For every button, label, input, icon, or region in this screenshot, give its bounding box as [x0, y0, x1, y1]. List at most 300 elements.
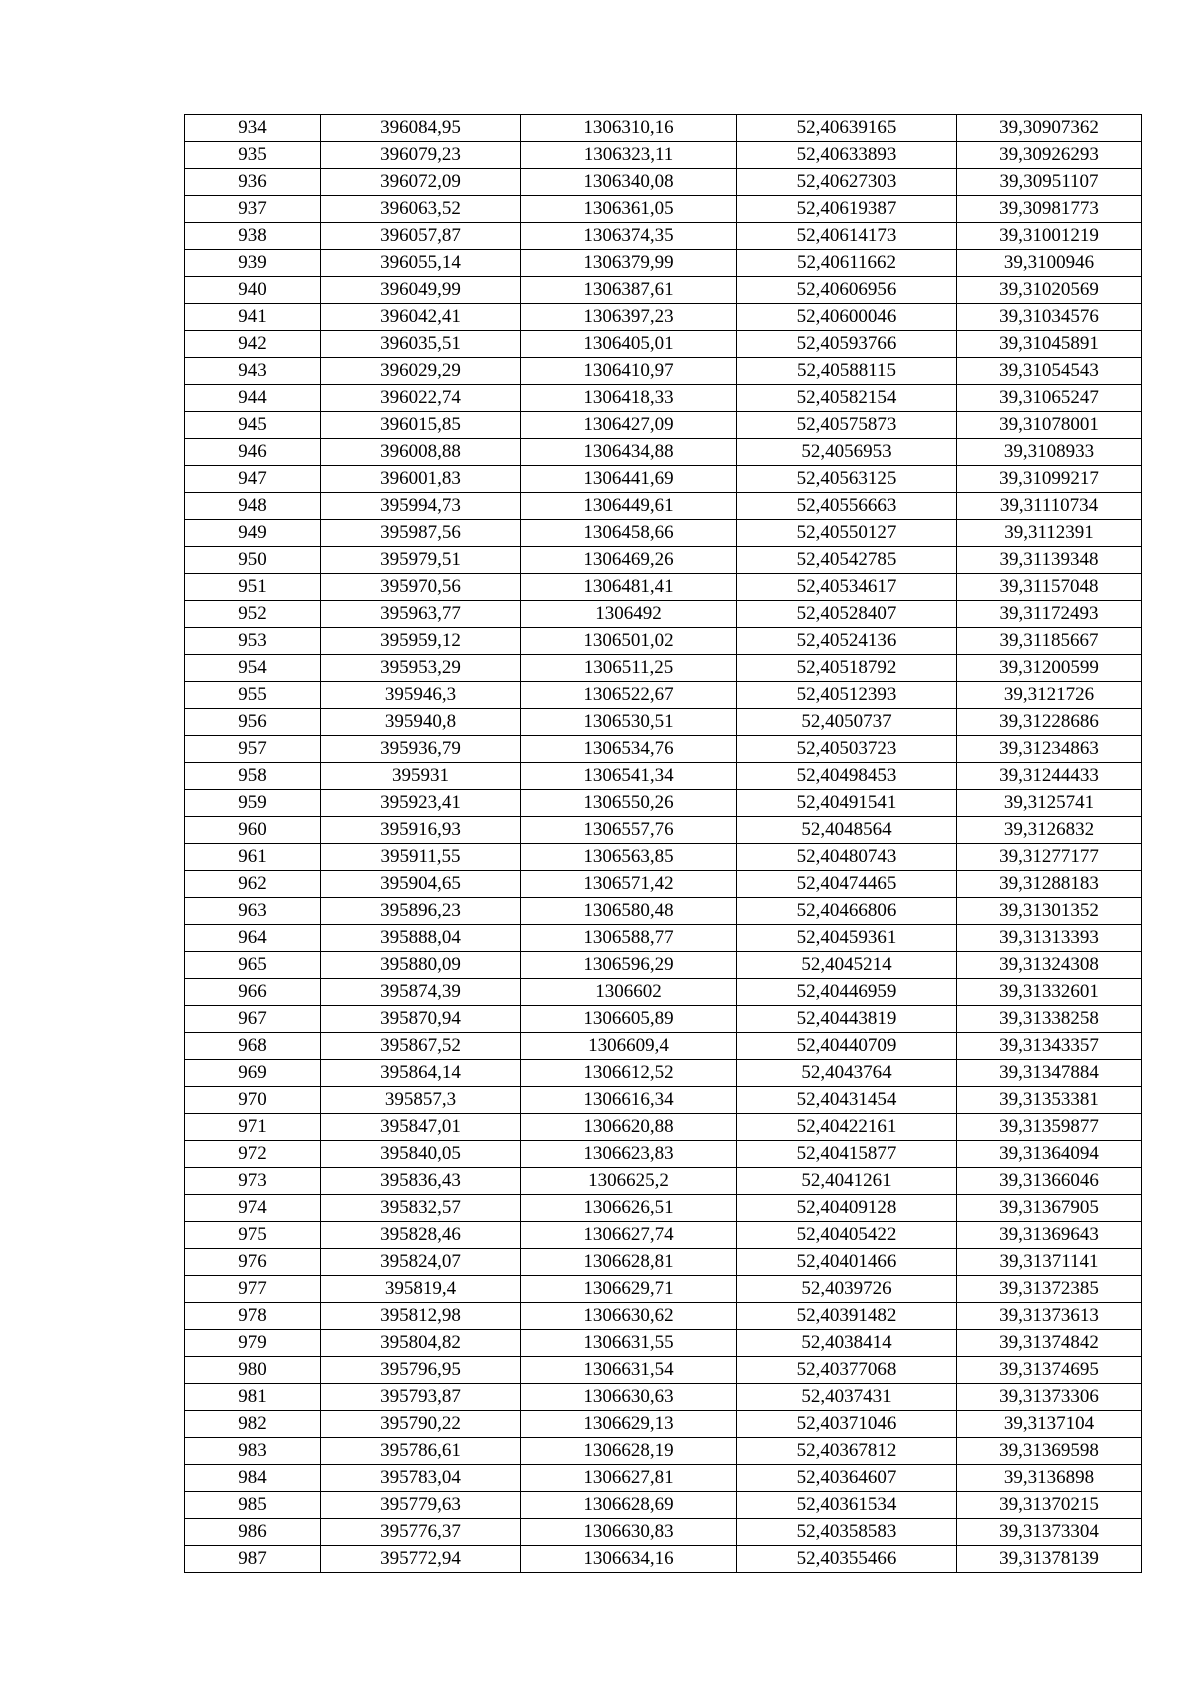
longitude-cell: 39,31347884: [957, 1060, 1142, 1087]
x-coordinate-cell: 395836,43: [321, 1168, 521, 1195]
point-number-cell: 973: [185, 1168, 321, 1195]
point-number-cell: 984: [185, 1465, 321, 1492]
y-coordinate-cell: 1306522,67: [521, 682, 737, 709]
y-coordinate-cell: 1306580,48: [521, 898, 737, 925]
table-row: [185, 1546, 1142, 1573]
point-number-cell: 942: [185, 331, 321, 358]
table-row: [185, 115, 1142, 142]
point-number-cell: 944: [185, 385, 321, 412]
table-row: [185, 763, 1142, 790]
y-coordinate-cell: 1306550,26: [521, 790, 737, 817]
longitude-cell: 39,30981773: [957, 196, 1142, 223]
latitude-cell: 52,40391482: [737, 1303, 957, 1330]
latitude-cell: 52,40491541: [737, 790, 957, 817]
longitude-cell: 39,3108933: [957, 439, 1142, 466]
y-coordinate-cell: 1306427,09: [521, 412, 737, 439]
y-coordinate-cell: 1306625,2: [521, 1168, 737, 1195]
point-number-cell: 972: [185, 1141, 321, 1168]
latitude-cell: 52,40364607: [737, 1465, 957, 1492]
table-row: [185, 223, 1142, 250]
x-coordinate-cell: 395772,94: [321, 1546, 521, 1573]
x-coordinate-cell: 396022,74: [321, 385, 521, 412]
y-coordinate-cell: 1306340,08: [521, 169, 737, 196]
latitude-cell: 52,40542785: [737, 547, 957, 574]
latitude-cell: 52,40422161: [737, 1114, 957, 1141]
longitude-cell: 39,30907362: [957, 115, 1142, 142]
y-coordinate-cell: 1306397,23: [521, 304, 737, 331]
latitude-cell: 52,40563125: [737, 466, 957, 493]
y-coordinate-cell: 1306627,74: [521, 1222, 737, 1249]
table-row: [185, 1222, 1142, 1249]
x-coordinate-cell: 395847,01: [321, 1114, 521, 1141]
x-coordinate-cell: 395790,22: [321, 1411, 521, 1438]
point-number-cell: 978: [185, 1303, 321, 1330]
longitude-cell: 39,3125741: [957, 790, 1142, 817]
y-coordinate-cell: 1306501,02: [521, 628, 737, 655]
table-row: [185, 1357, 1142, 1384]
longitude-cell: 39,31378139: [957, 1546, 1142, 1573]
longitude-cell: 39,31078001: [957, 412, 1142, 439]
point-number-cell: 947: [185, 466, 321, 493]
latitude-cell: 52,40593766: [737, 331, 957, 358]
latitude-cell: 52,40633893: [737, 142, 957, 169]
longitude-cell: 39,31372385: [957, 1276, 1142, 1303]
longitude-cell: 39,31244433: [957, 763, 1142, 790]
latitude-cell: 52,4043764: [737, 1060, 957, 1087]
y-coordinate-cell: 1306629,71: [521, 1276, 737, 1303]
point-number-cell: 956: [185, 709, 321, 736]
longitude-cell: 39,31313393: [957, 925, 1142, 952]
x-coordinate-cell: 395946,3: [321, 682, 521, 709]
x-coordinate-cell: 395987,56: [321, 520, 521, 547]
longitude-cell: 39,31110734: [957, 493, 1142, 520]
y-coordinate-cell: 1306620,88: [521, 1114, 737, 1141]
table-row: [185, 1438, 1142, 1465]
x-coordinate-cell: 395867,52: [321, 1033, 521, 1060]
table-row: [185, 1006, 1142, 1033]
point-number-cell: 958: [185, 763, 321, 790]
table-row: [185, 817, 1142, 844]
y-coordinate-cell: 1306418,33: [521, 385, 737, 412]
latitude-cell: 52,40600046: [737, 304, 957, 331]
latitude-cell: 52,40619387: [737, 196, 957, 223]
longitude-cell: 39,31338258: [957, 1006, 1142, 1033]
longitude-cell: 39,31373306: [957, 1384, 1142, 1411]
table-row: [185, 628, 1142, 655]
y-coordinate-cell: 1306630,83: [521, 1519, 737, 1546]
longitude-cell: 39,31001219: [957, 223, 1142, 250]
latitude-cell: 52,40431454: [737, 1087, 957, 1114]
table-row: [185, 790, 1142, 817]
y-coordinate-cell: 1306623,83: [521, 1141, 737, 1168]
longitude-cell: 39,31200599: [957, 655, 1142, 682]
x-coordinate-cell: 396057,87: [321, 223, 521, 250]
point-number-cell: 987: [185, 1546, 321, 1573]
point-number-cell: 975: [185, 1222, 321, 1249]
longitude-cell: 39,31099217: [957, 466, 1142, 493]
y-coordinate-cell: 1306628,19: [521, 1438, 737, 1465]
table-row: [185, 358, 1142, 385]
point-number-cell: 949: [185, 520, 321, 547]
latitude-cell: 52,40367812: [737, 1438, 957, 1465]
x-coordinate-cell: 395874,39: [321, 979, 521, 1006]
table-row: [185, 493, 1142, 520]
y-coordinate-cell: 1306511,25: [521, 655, 737, 682]
point-number-cell: 955: [185, 682, 321, 709]
point-number-cell: 941: [185, 304, 321, 331]
point-number-cell: 945: [185, 412, 321, 439]
longitude-cell: 39,3112391: [957, 520, 1142, 547]
latitude-cell: 52,40480743: [737, 844, 957, 871]
table-row: [185, 1519, 1142, 1546]
table-row: [185, 682, 1142, 709]
longitude-cell: 39,31324308: [957, 952, 1142, 979]
point-number-cell: 946: [185, 439, 321, 466]
longitude-cell: 39,31373304: [957, 1519, 1142, 1546]
latitude-cell: 52,40512393: [737, 682, 957, 709]
latitude-cell: 52,4037431: [737, 1384, 957, 1411]
latitude-cell: 52,4056953: [737, 439, 957, 466]
latitude-cell: 52,40606956: [737, 277, 957, 304]
longitude-cell: 39,30926293: [957, 142, 1142, 169]
table-row: [185, 1087, 1142, 1114]
latitude-cell: 52,40409128: [737, 1195, 957, 1222]
x-coordinate-cell: 395832,57: [321, 1195, 521, 1222]
table-row: [185, 601, 1142, 628]
x-coordinate-cell: 395979,51: [321, 547, 521, 574]
point-number-cell: 961: [185, 844, 321, 871]
table-row: [185, 547, 1142, 574]
y-coordinate-cell: 1306434,88: [521, 439, 737, 466]
longitude-cell: 39,3100946: [957, 250, 1142, 277]
point-number-cell: 986: [185, 1519, 321, 1546]
table-row: [185, 142, 1142, 169]
longitude-cell: 39,31301352: [957, 898, 1142, 925]
y-coordinate-cell: 1306605,89: [521, 1006, 737, 1033]
latitude-cell: 52,40534617: [737, 574, 957, 601]
y-coordinate-cell: 1306387,61: [521, 277, 737, 304]
x-coordinate-cell: 395896,23: [321, 898, 521, 925]
latitude-cell: 52,40528407: [737, 601, 957, 628]
longitude-cell: 39,31157048: [957, 574, 1142, 601]
longitude-cell: 39,31353381: [957, 1087, 1142, 1114]
x-coordinate-cell: 395923,41: [321, 790, 521, 817]
table-row: [185, 709, 1142, 736]
longitude-cell: 39,31054543: [957, 358, 1142, 385]
point-number-cell: 985: [185, 1492, 321, 1519]
table-row: [185, 952, 1142, 979]
point-number-cell: 979: [185, 1330, 321, 1357]
longitude-cell: 39,31034576: [957, 304, 1142, 331]
point-number-cell: 969: [185, 1060, 321, 1087]
latitude-cell: 52,4041261: [737, 1168, 957, 1195]
y-coordinate-cell: 1306379,99: [521, 250, 737, 277]
latitude-cell: 52,40611662: [737, 250, 957, 277]
x-coordinate-cell: 395888,04: [321, 925, 521, 952]
latitude-cell: 52,40627303: [737, 169, 957, 196]
table-row: [185, 466, 1142, 493]
y-coordinate-cell: 1306626,51: [521, 1195, 737, 1222]
latitude-cell: 52,40518792: [737, 655, 957, 682]
longitude-cell: 39,31020569: [957, 277, 1142, 304]
table-row: [185, 979, 1142, 1006]
latitude-cell: 52,40503723: [737, 736, 957, 763]
x-coordinate-cell: 395940,8: [321, 709, 521, 736]
x-coordinate-cell: 396042,41: [321, 304, 521, 331]
table-row: [185, 1384, 1142, 1411]
x-coordinate-cell: 396001,83: [321, 466, 521, 493]
point-number-cell: 937: [185, 196, 321, 223]
point-number-cell: 976: [185, 1249, 321, 1276]
y-coordinate-cell: 1306310,16: [521, 115, 737, 142]
latitude-cell: 52,40415877: [737, 1141, 957, 1168]
x-coordinate-cell: 395970,56: [321, 574, 521, 601]
table-row: [185, 520, 1142, 547]
latitude-cell: 52,40446959: [737, 979, 957, 1006]
table-row: [185, 1492, 1142, 1519]
latitude-cell: 52,40556663: [737, 493, 957, 520]
longitude-cell: 39,31234863: [957, 736, 1142, 763]
point-number-cell: 959: [185, 790, 321, 817]
longitude-cell: 39,31172493: [957, 601, 1142, 628]
point-number-cell: 967: [185, 1006, 321, 1033]
x-coordinate-cell: 395857,3: [321, 1087, 521, 1114]
x-coordinate-cell: 395931: [321, 763, 521, 790]
point-number-cell: 940: [185, 277, 321, 304]
y-coordinate-cell: 1306612,52: [521, 1060, 737, 1087]
longitude-cell: 39,31369643: [957, 1222, 1142, 1249]
point-number-cell: 974: [185, 1195, 321, 1222]
latitude-cell: 52,40588115: [737, 358, 957, 385]
x-coordinate-cell: 396015,85: [321, 412, 521, 439]
table-row: [185, 331, 1142, 358]
x-coordinate-cell: 395793,87: [321, 1384, 521, 1411]
point-number-cell: 968: [185, 1033, 321, 1060]
table-row: [185, 196, 1142, 223]
latitude-cell: 52,40377068: [737, 1357, 957, 1384]
longitude-cell: 39,30951107: [957, 169, 1142, 196]
latitude-cell: 52,40459361: [737, 925, 957, 952]
longitude-cell: 39,31343357: [957, 1033, 1142, 1060]
x-coordinate-cell: 396084,95: [321, 115, 521, 142]
table-row: [185, 1141, 1142, 1168]
y-coordinate-cell: 1306571,42: [521, 871, 737, 898]
y-coordinate-cell: 1306492: [521, 601, 737, 628]
point-number-cell: 962: [185, 871, 321, 898]
y-coordinate-cell: 1306481,41: [521, 574, 737, 601]
latitude-cell: 52,40358583: [737, 1519, 957, 1546]
longitude-cell: 39,31369598: [957, 1438, 1142, 1465]
y-coordinate-cell: 1306631,55: [521, 1330, 737, 1357]
latitude-cell: 52,40361534: [737, 1492, 957, 1519]
table-row: [185, 277, 1142, 304]
x-coordinate-cell: 396079,23: [321, 142, 521, 169]
table-row: [185, 439, 1142, 466]
table-row: [185, 871, 1142, 898]
point-number-cell: 948: [185, 493, 321, 520]
table-row: [185, 925, 1142, 952]
y-coordinate-cell: 1306323,11: [521, 142, 737, 169]
latitude-cell: 52,40401466: [737, 1249, 957, 1276]
y-coordinate-cell: 1306628,81: [521, 1249, 737, 1276]
y-coordinate-cell: 1306629,13: [521, 1411, 737, 1438]
x-coordinate-cell: 395840,05: [321, 1141, 521, 1168]
latitude-cell: 52,40405422: [737, 1222, 957, 1249]
point-number-cell: 950: [185, 547, 321, 574]
coordinates-table-body: [185, 115, 1142, 1573]
y-coordinate-cell: 1306630,63: [521, 1384, 737, 1411]
y-coordinate-cell: 1306563,85: [521, 844, 737, 871]
y-coordinate-cell: 1306588,77: [521, 925, 737, 952]
point-number-cell: 938: [185, 223, 321, 250]
point-number-cell: 935: [185, 142, 321, 169]
x-coordinate-cell: 395812,98: [321, 1303, 521, 1330]
y-coordinate-cell: 1306361,05: [521, 196, 737, 223]
point-number-cell: 951: [185, 574, 321, 601]
point-number-cell: 957: [185, 736, 321, 763]
longitude-cell: 39,31185667: [957, 628, 1142, 655]
x-coordinate-cell: 395904,65: [321, 871, 521, 898]
x-coordinate-cell: 395819,4: [321, 1276, 521, 1303]
table-row: [185, 385, 1142, 412]
y-coordinate-cell: 1306557,76: [521, 817, 737, 844]
point-number-cell: 963: [185, 898, 321, 925]
longitude-cell: 39,31277177: [957, 844, 1142, 871]
latitude-cell: 52,40443819: [737, 1006, 957, 1033]
x-coordinate-cell: 395870,94: [321, 1006, 521, 1033]
x-coordinate-cell: 395828,46: [321, 1222, 521, 1249]
point-number-cell: 934: [185, 115, 321, 142]
y-coordinate-cell: 1306609,4: [521, 1033, 737, 1060]
x-coordinate-cell: 395994,73: [321, 493, 521, 520]
y-coordinate-cell: 1306541,34: [521, 763, 737, 790]
longitude-cell: 39,3121726: [957, 682, 1142, 709]
y-coordinate-cell: 1306616,34: [521, 1087, 737, 1114]
y-coordinate-cell: 1306627,81: [521, 1465, 737, 1492]
table-row: [185, 1303, 1142, 1330]
latitude-cell: 52,40474465: [737, 871, 957, 898]
table-row: [185, 169, 1142, 196]
longitude-cell: 39,3137104: [957, 1411, 1142, 1438]
longitude-cell: 39,31359877: [957, 1114, 1142, 1141]
longitude-cell: 39,31332601: [957, 979, 1142, 1006]
latitude-cell: 52,40371046: [737, 1411, 957, 1438]
x-coordinate-cell: 396035,51: [321, 331, 521, 358]
y-coordinate-cell: 1306441,69: [521, 466, 737, 493]
point-number-cell: 943: [185, 358, 321, 385]
point-number-cell: 952: [185, 601, 321, 628]
latitude-cell: 52,4050737: [737, 709, 957, 736]
x-coordinate-cell: 395783,04: [321, 1465, 521, 1492]
latitude-cell: 52,4039726: [737, 1276, 957, 1303]
longitude-cell: 39,31367905: [957, 1195, 1142, 1222]
point-number-cell: 982: [185, 1411, 321, 1438]
point-number-cell: 980: [185, 1357, 321, 1384]
x-coordinate-cell: 395804,82: [321, 1330, 521, 1357]
latitude-cell: 52,40614173: [737, 223, 957, 250]
coordinates-table: [184, 114, 1142, 1573]
x-coordinate-cell: 395916,93: [321, 817, 521, 844]
table-row: [185, 1249, 1142, 1276]
x-coordinate-cell: 396063,52: [321, 196, 521, 223]
table-row: [185, 655, 1142, 682]
latitude-cell: 52,40498453: [737, 763, 957, 790]
longitude-cell: 39,31371141: [957, 1249, 1142, 1276]
point-number-cell: 954: [185, 655, 321, 682]
y-coordinate-cell: 1306602: [521, 979, 737, 1006]
x-coordinate-cell: 396049,99: [321, 277, 521, 304]
table-row: [185, 1276, 1142, 1303]
x-coordinate-cell: 395824,07: [321, 1249, 521, 1276]
table-row: [185, 898, 1142, 925]
point-number-cell: 953: [185, 628, 321, 655]
point-number-cell: 939: [185, 250, 321, 277]
table-row: [185, 1195, 1142, 1222]
longitude-cell: 39,31366046: [957, 1168, 1142, 1195]
x-coordinate-cell: 395779,63: [321, 1492, 521, 1519]
table-row: [185, 844, 1142, 871]
point-number-cell: 965: [185, 952, 321, 979]
y-coordinate-cell: 1306405,01: [521, 331, 737, 358]
longitude-cell: 39,3136898: [957, 1465, 1142, 1492]
table-row: [185, 736, 1142, 763]
latitude-cell: 52,40639165: [737, 115, 957, 142]
y-coordinate-cell: 1306469,26: [521, 547, 737, 574]
x-coordinate-cell: 396029,29: [321, 358, 521, 385]
longitude-cell: 39,31288183: [957, 871, 1142, 898]
point-number-cell: 977: [185, 1276, 321, 1303]
y-coordinate-cell: 1306410,97: [521, 358, 737, 385]
table-row: [185, 574, 1142, 601]
latitude-cell: 52,40440709: [737, 1033, 957, 1060]
longitude-cell: 39,31139348: [957, 547, 1142, 574]
y-coordinate-cell: 1306596,29: [521, 952, 737, 979]
latitude-cell: 52,4038414: [737, 1330, 957, 1357]
longitude-cell: 39,31374842: [957, 1330, 1142, 1357]
point-number-cell: 981: [185, 1384, 321, 1411]
x-coordinate-cell: 395911,55: [321, 844, 521, 871]
x-coordinate-cell: 396072,09: [321, 169, 521, 196]
y-coordinate-cell: 1306374,35: [521, 223, 737, 250]
y-coordinate-cell: 1306631,54: [521, 1357, 737, 1384]
y-coordinate-cell: 1306530,51: [521, 709, 737, 736]
table-row: [185, 250, 1142, 277]
point-number-cell: 971: [185, 1114, 321, 1141]
x-coordinate-cell: 395796,95: [321, 1357, 521, 1384]
y-coordinate-cell: 1306628,69: [521, 1492, 737, 1519]
latitude-cell: 52,40582154: [737, 385, 957, 412]
table-row: [185, 1168, 1142, 1195]
longitude-cell: 39,31364094: [957, 1141, 1142, 1168]
point-number-cell: 936: [185, 169, 321, 196]
longitude-cell: 39,3126832: [957, 817, 1142, 844]
x-coordinate-cell: 395936,79: [321, 736, 521, 763]
latitude-cell: 52,40524136: [737, 628, 957, 655]
longitude-cell: 39,31045891: [957, 331, 1142, 358]
y-coordinate-cell: 1306634,16: [521, 1546, 737, 1573]
table-row: [185, 1060, 1142, 1087]
y-coordinate-cell: 1306534,76: [521, 736, 737, 763]
point-number-cell: 960: [185, 817, 321, 844]
x-coordinate-cell: 396008,88: [321, 439, 521, 466]
table-row: [185, 1114, 1142, 1141]
x-coordinate-cell: 395880,09: [321, 952, 521, 979]
latitude-cell: 52,40355466: [737, 1546, 957, 1573]
latitude-cell: 52,4048564: [737, 817, 957, 844]
y-coordinate-cell: 1306630,62: [521, 1303, 737, 1330]
latitude-cell: 52,4045214: [737, 952, 957, 979]
y-coordinate-cell: 1306449,61: [521, 493, 737, 520]
